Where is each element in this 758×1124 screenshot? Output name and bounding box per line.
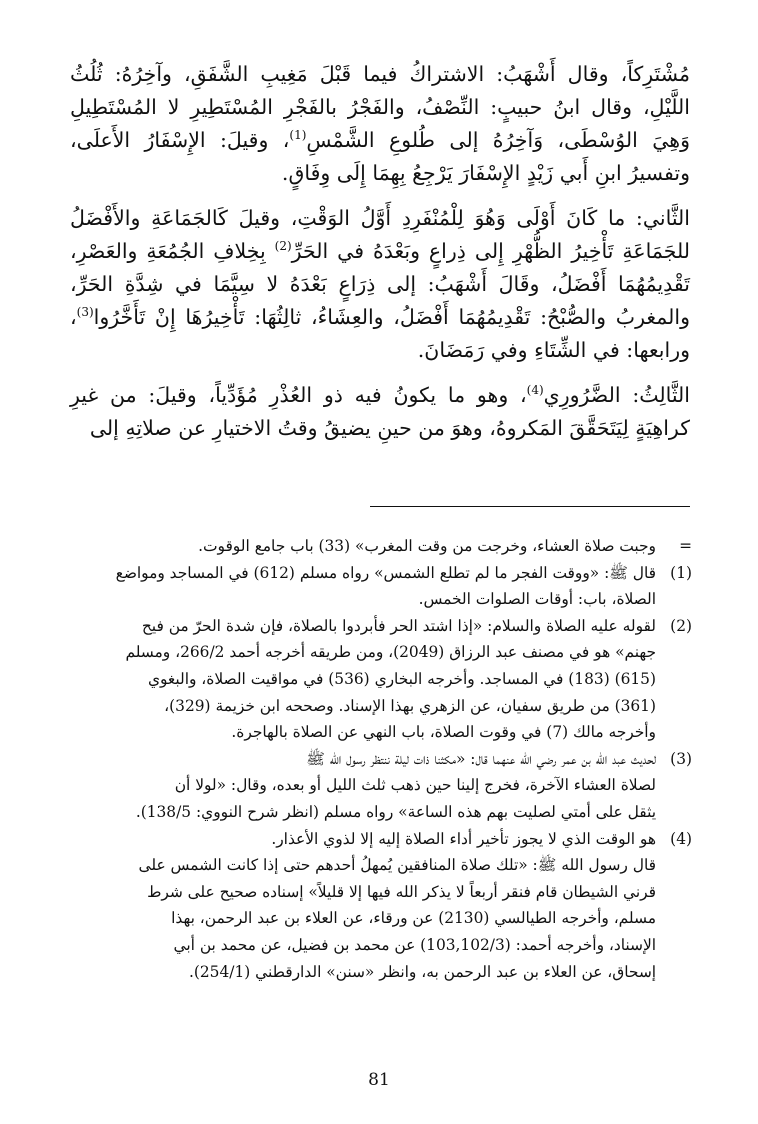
footnote-line: قال رسول الله ﷺ: «تلك صلاة المنافقين يُمهلُ أحدهم حتى إذا كانت الشمس على: [138, 856, 656, 875]
footnote-line: وأخرجه مالك (7) في وقوت الصلاة، باب النهي عن الصلاة بالهاجرة.: [231, 723, 656, 742]
paragraph-2-text: الثَّاني: ما كَانَ أَوْلَى وَهُوَ لِلْمُنْفَرِدِ أَوَّلُ الوَقْتِ، وقيلَ كَالجَمَاعَةِ والأَفْضَلُ للجَمَاعَةِ تَأْخِيرُ الظُّهْرِ إِلى ذِراعٍ وبَعْدَهُ في الحَرِّ: [70, 206, 690, 263]
footnote-3: [70, 746, 692, 826]
footnote-1: [70, 560, 692, 613]
footnote-line: لصلاة العشاء الآخرة، فخرج إلينا حين ذهب ثلث الليل أو بعده، وقال: «لولا أن: [174, 776, 656, 795]
footnote-body: [70, 533, 656, 560]
paragraph-2-text-end: ، ورابعها: في الشِّتَاءِ وفي رَمَضَانَ.: [70, 305, 690, 362]
footnote-ref-2: (2): [274, 239, 292, 254]
footnote-line: إسحاق، عن العلاء بن عبد الرحمن به، وانظر «سنن» الدارقطني (254/1).: [188, 962, 656, 981]
footnote-line: وجبت صلاة العشاء، وخرجت من وقت المغرب» (33) باب جامع الوقوت.: [198, 537, 656, 555]
footnote-line: (361) من طريق سفيان، عن الزهري بهذا الإسناد. وصححه ابن خزيمة (329)،: [164, 696, 656, 715]
footnote-4: [70, 826, 692, 986]
footnote-body: [70, 826, 656, 986]
footnote-line: الإسناد، وأخرجه أحمد: (103,102/3) عن محمد بن فضيل، عن محمد بن أبي: [173, 935, 656, 954]
paragraph-1-text: مُشْتَرِكاً، وقال أَشْهَبُ: الاشتراكُ فيما قَبْلَ مَغِيبِ الشَّفَقِ، وآخِرُهُ: ثُلُثُ اللَّيْلِ، وقال ابنُ حبيبٍ: النِّصْفُ، والفَجْرُ بالفَجْرِ المُسْتَطِيرِ لا المُسْتَطِيلِ وَهِيَ الوُسْطَى، وَآخِرُهُ إلى طُلوعِ الشَّمْسِ: [70, 62, 690, 152]
footnote-marker: =: [679, 537, 692, 555]
footnote-ref-4: (4): [526, 383, 544, 398]
footnote-ref-3: (3): [76, 305, 94, 320]
page-number: 81: [368, 1070, 390, 1090]
footnotes: [70, 533, 692, 985]
paragraph-2-text-cont: بِخِلافِ الجُمُعَةِ والعَصْرِ، تَقْدِيمُهُمَا أَفْضَلُ، وقَالَ أَشْهَبُ: إلى ذِرَاعٍ بَعْدَهُ لا سِيَّمَا في شِدَّةِ الحَرِّ، والمغربُ والصُّبْحُ: تَقْدِيمُهُمَا أَفْضَلُ، والعِشَاءُ، ثالِثُهَا: تَأْخِيرُهَا إِنْ تَأَخَّرُوا: [70, 239, 690, 329]
footnote-2: [70, 613, 692, 746]
paragraph-1: [70, 58, 690, 190]
footnote-line: مسلم، وأخرجه الطيالسي (2130) عن ورقاء، عن العلاء بن عبد الرحمن، بهذا: [171, 909, 656, 928]
paragraph-3-text-cont: ، وهو ما يكونُ فيه ذو العُذْرِ مُؤَدِّياً، وقيلَ: من غيرِ كراهِيَةٍ لِيَتَحَقَّقَ المَكروهُ، وهوَ من حينِ يضيقُ وقتُ الاختيارِ عن صلاتِهِ إلى: [70, 383, 690, 440]
footnote-line: قرني الشيطان قام فنقر أربعاً لا يذكر الله فيها إلا قليلاً» إسناده صحيح على شرط: [147, 882, 656, 901]
footnote-body: [70, 613, 656, 746]
footnote-body: [70, 746, 656, 826]
footnote-line: الصلاة، باب: أوقات الصلوات الخمس.: [418, 590, 656, 609]
paragraph-2: [70, 202, 690, 367]
footnote-marker: (2): [670, 616, 692, 635]
paragraph-3: [70, 379, 690, 445]
footnote-line: جهنم» هو في مصنف عبد الرزاق (2049)، ومن طريقه أخرجه أحمد 266/2، ومسلم: [125, 643, 656, 662]
footnote-line: (615) (183) في المساجد. وأخرجه البخاري (536) في مواقيت الصلاة، والبغوي: [147, 669, 656, 688]
footnote-marker: (3): [670, 749, 692, 768]
footnote-line: لقوله عليه الصلاة والسلام: «إذا اشتد الحر فأبردوا بالصلاة، فإن شدة الحرّ من فيح: [141, 616, 656, 635]
paragraph-1-text-cont: ، وقيلَ: الإِسْفَارُ الأَعلَى، وتفسيرُ ابنِ أَبي زَيْدٍ الإِسْفَارَ يَرْجِعُ بِهِمَا إِلَى وِفَاقٍ.: [70, 128, 690, 185]
footnote-marker: (4): [670, 829, 692, 848]
main-text: [70, 58, 690, 457]
footnote-body: [70, 560, 656, 613]
footnote-ref-1: (1): [289, 128, 307, 143]
footnote-continued: [70, 533, 692, 560]
footnote-line: يثقل على أمتي لصليت بهم هذه الساعة» رواه مسلم (انظر شرح النووي: 138/5).: [135, 802, 656, 821]
paragraph-3-text: الثَّالِثُ: الضَّرُورِي: [543, 383, 690, 407]
footnote-separator: [370, 506, 690, 507]
footnote-marker: (1): [670, 563, 692, 582]
footnote-line: هو الوقت الذي لا يجوز تأخير أداء الصلاة إليه إلا لذوي الأعذار.: [271, 829, 656, 848]
footnote-line: لحديث عبد الله بن عمر رضي الله عنهما قال: «مكثنا ذات ليلة ننتظر رسول الله ﷺ: [306, 749, 656, 768]
footnote-line: قال ﷺ: «ووقت الفجر ما لم تطلع الشمس» رواه مسلم (612) في المساجد ومواضع: [115, 563, 656, 582]
